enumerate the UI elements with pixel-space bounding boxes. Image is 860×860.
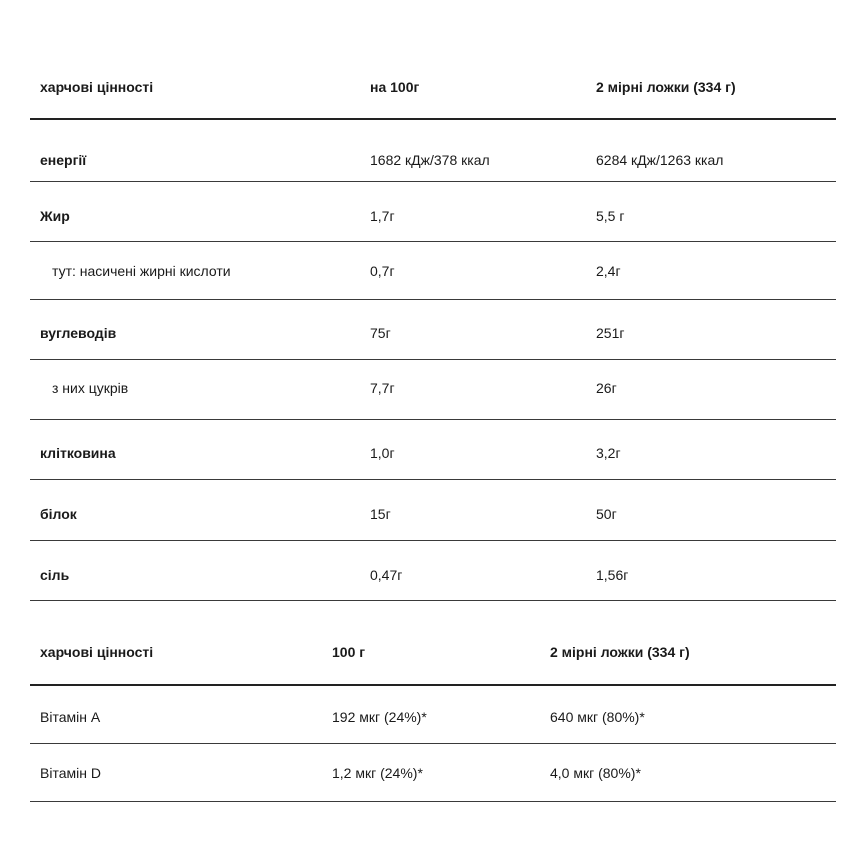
row-label: Вітамін А bbox=[40, 709, 101, 725]
nutrition-table bbox=[30, 57, 836, 601]
table-row bbox=[30, 420, 836, 480]
value-per-100g: 75г bbox=[370, 325, 391, 341]
table-row bbox=[30, 686, 836, 744]
value-per-100g: 0,47г bbox=[370, 567, 403, 583]
value-per-100g: 1682 кДж/378 ккал bbox=[370, 152, 490, 168]
row-label: вуглеводів bbox=[40, 325, 117, 341]
value-per-serving: 50г bbox=[596, 506, 617, 522]
table-header-row bbox=[30, 57, 836, 120]
table-row bbox=[30, 242, 836, 300]
row-label: Вітамін D bbox=[40, 765, 101, 781]
value-per-serving: 4,0 мкг (80%)* bbox=[550, 765, 641, 781]
row-label: сіль bbox=[40, 567, 70, 583]
table-row bbox=[30, 300, 836, 360]
table-row bbox=[30, 744, 836, 802]
value-per-serving: 3,2г bbox=[596, 445, 621, 461]
table-row bbox=[30, 360, 836, 420]
value-per-serving: 26г bbox=[596, 380, 617, 396]
value-per-100g: 1,2 мкг (24%)* bbox=[332, 765, 423, 781]
column-header: харчові цінності bbox=[40, 79, 154, 95]
table-row bbox=[30, 120, 836, 182]
value-per-100g: 1,7г bbox=[370, 208, 395, 224]
value-per-100g: 0,7г bbox=[370, 263, 395, 279]
table-row bbox=[30, 541, 836, 601]
table-header-row bbox=[30, 622, 836, 686]
value-per-serving: 2,4г bbox=[596, 263, 621, 279]
column-header: 100 г bbox=[332, 644, 366, 660]
value-per-100g: 15г bbox=[370, 506, 391, 522]
value-per-serving: 6284 кДж/1263 ккал bbox=[596, 152, 724, 168]
column-header: на 100г bbox=[370, 79, 420, 95]
value-per-100g: 1,0г bbox=[370, 445, 395, 461]
value-per-100g: 7,7г bbox=[370, 380, 395, 396]
value-per-serving: 640 мкг (80%)* bbox=[550, 709, 645, 725]
value-per-serving: 251г bbox=[596, 325, 625, 341]
column-header: 2 мірні ложки (334 г) bbox=[596, 79, 736, 95]
row-label: клітковина bbox=[40, 445, 116, 461]
row-label: Жир bbox=[40, 208, 70, 224]
value-per-serving: 1,56г bbox=[596, 567, 629, 583]
column-header: 2 мірні ложки (334 г) bbox=[550, 644, 690, 660]
row-label: тут: насичені жирні кислоти bbox=[52, 263, 231, 279]
value-per-serving: 5,5 г bbox=[596, 208, 625, 224]
table-row bbox=[30, 480, 836, 541]
row-label: білок bbox=[40, 506, 77, 522]
column-header: харчові цінності bbox=[40, 644, 154, 660]
row-label: енергії bbox=[40, 152, 87, 168]
table-row bbox=[30, 182, 836, 242]
row-label: з них цукрів bbox=[52, 380, 129, 396]
value-per-100g: 192 мкг (24%)* bbox=[332, 709, 427, 725]
vitamin-table bbox=[30, 622, 836, 802]
